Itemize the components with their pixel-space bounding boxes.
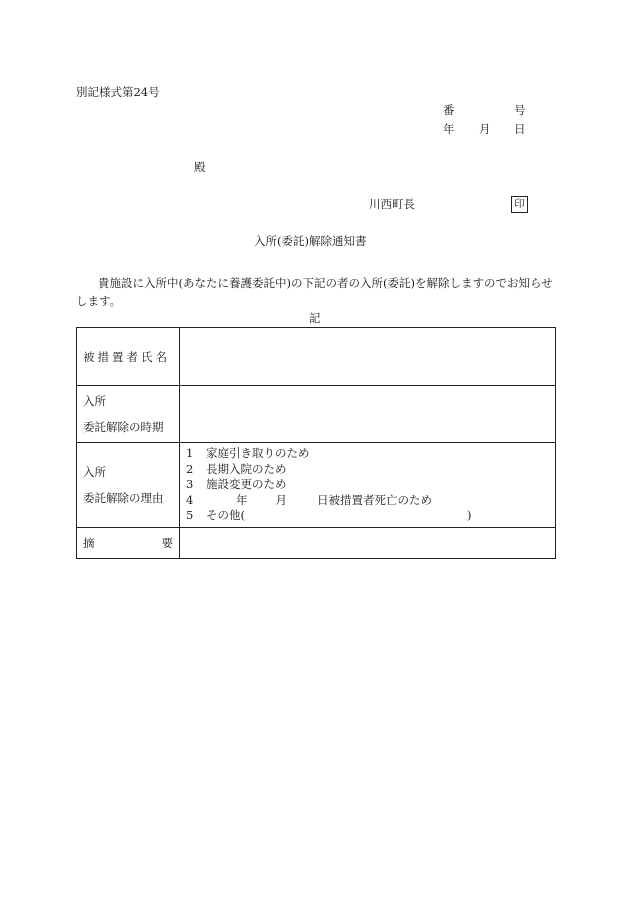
reason-text: 家庭引き取りのため bbox=[206, 446, 310, 461]
number-label-ban: 番 bbox=[443, 103, 455, 117]
reason-number: 2 bbox=[186, 461, 194, 476]
summary-label bbox=[83, 530, 179, 556]
date-label-month: 月 bbox=[479, 122, 491, 136]
table-row bbox=[77, 528, 556, 559]
reason-other-close: ) bbox=[467, 508, 472, 523]
number-label-go: 号 bbox=[514, 103, 526, 117]
seal-mark: 印 bbox=[511, 196, 528, 213]
summary-label-cell bbox=[77, 528, 180, 559]
body-paragraph bbox=[76, 274, 556, 310]
name-label-cell bbox=[77, 328, 180, 386]
list-item bbox=[186, 462, 555, 478]
reason-text: 長期入院のため bbox=[206, 461, 287, 476]
timing-label-line2: 委託解除の時期 bbox=[83, 420, 164, 434]
list-item bbox=[186, 493, 555, 509]
timing-label-cell bbox=[77, 386, 180, 443]
reason-year-label: 年 bbox=[236, 492, 248, 507]
list-item bbox=[186, 446, 555, 462]
reason-month-label: 月 bbox=[275, 492, 287, 507]
timing-label-line1: 入所 bbox=[83, 394, 106, 408]
reason-text: 日被措置者死亡のため bbox=[317, 492, 432, 507]
body-text: 貴施設に入所中(あなたに養護委託中)の下記の者の入所(委託)を解除しますのでお知らせします。 bbox=[76, 276, 553, 308]
reason-label-line1: 入所 bbox=[83, 465, 106, 479]
summary-label-b: 要 bbox=[161, 536, 173, 550]
name-label: 被措置者氏名 bbox=[83, 349, 170, 364]
summary-label-a: 摘 bbox=[83, 536, 95, 550]
reason-list bbox=[180, 443, 555, 527]
form-number: 別記様式第24号 bbox=[76, 85, 160, 99]
reason-number: 4 bbox=[186, 492, 194, 507]
reason-number: 5 bbox=[186, 508, 194, 523]
table-row bbox=[77, 328, 556, 386]
date-label-day: 日 bbox=[514, 122, 526, 136]
details-table bbox=[76, 327, 556, 559]
reason-options-cell bbox=[180, 443, 556, 528]
table-row bbox=[77, 386, 556, 443]
reason-text: 施設変更のため bbox=[206, 477, 287, 492]
reason-other-open: その他( bbox=[206, 508, 245, 523]
summary-value-cell bbox=[180, 528, 556, 559]
table-row bbox=[77, 443, 556, 528]
list-item bbox=[186, 508, 555, 524]
name-value-cell bbox=[180, 328, 556, 386]
reason-label-cell bbox=[77, 443, 180, 528]
document-title: 入所(委託)解除通知書 bbox=[254, 234, 367, 248]
addressee-suffix: 殿 bbox=[194, 160, 206, 174]
reason-number: 3 bbox=[186, 477, 194, 492]
reason-label-line2: 委託解除の理由 bbox=[83, 491, 164, 505]
reason-number: 1 bbox=[186, 446, 194, 461]
issuer-name: 川西町長 bbox=[369, 197, 415, 211]
timing-value-cell bbox=[180, 386, 556, 443]
date-label-year: 年 bbox=[443, 122, 455, 136]
list-item bbox=[186, 477, 555, 493]
ki-label: 記 bbox=[309, 311, 321, 325]
